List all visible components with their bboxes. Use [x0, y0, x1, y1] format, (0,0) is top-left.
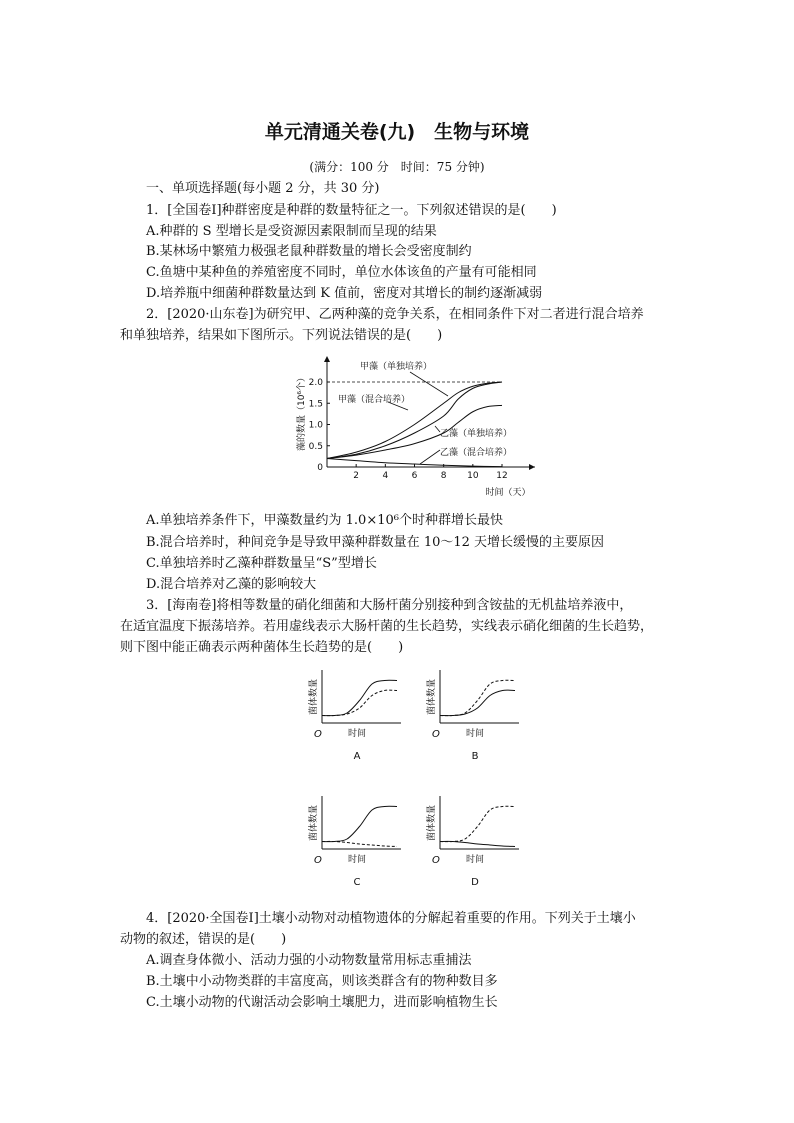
y-tick-label: 2.0 — [308, 378, 323, 388]
dashed-curve — [322, 690, 397, 715]
q1-option-d: D.培养瓶中细菌种群数量达到 K 值前，密度对其增长的制约逐渐减弱 — [146, 286, 543, 301]
solid-curve — [322, 806, 397, 841]
x-tick-label: 12 — [496, 471, 508, 481]
q1-option-b: B.某林场中繁殖力极强老鼠种群数量的增长会受密度制约 — [146, 244, 472, 259]
series-label-2: 乙藻（单独培养） — [440, 429, 513, 439]
panel-C — [307, 796, 401, 888]
x-tick-label: 6 — [411, 471, 418, 481]
q2-option-a: A.单独培养条件下，甲藻数量约为 1.0×10⁶个时种群增长最快 — [146, 513, 503, 528]
dashed-curve — [440, 806, 515, 841]
y-tick-label: 1.0 — [308, 420, 323, 431]
series-label-3: 乙藻（混合培养） — [440, 448, 513, 458]
q4-stem-line1: 4．[2020·全国卷Ⅰ]土壤小动物对动植物遗体的分解起着重要的作用。下列关于土壤小 — [146, 911, 636, 926]
q1-stem: 1．[全国卷Ⅰ]种群密度是种群的数量特征之一。下列叙述错误的是( ) — [146, 203, 557, 218]
q3-stem-line3: 则下图中能正确表示两种菌体生长趋势的是( ) — [120, 640, 404, 655]
x-tick-label: 8 — [440, 471, 447, 481]
dashed-curve — [440, 680, 515, 715]
solid-curve — [440, 841, 515, 846]
panel-letter: C — [353, 877, 361, 888]
q1-option-c: C.鱼塘中某种鱼的养殖密度不同时，单位水体该鱼的产量有可能相同 — [146, 265, 537, 280]
bacteria-growth-panels — [300, 665, 530, 895]
x-axis-label: 时间（天） — [485, 488, 531, 498]
q4-option-c: C.土壤小动物的代谢活动会影响土壤肥力，进而影响植物生长 — [146, 995, 498, 1010]
panel-letter: A — [353, 751, 361, 762]
q2-stem-line2: 和单独培养，结果如下图所示。下列说法错误的是( ) — [120, 328, 443, 343]
panel-y-label: 菌体数量 — [427, 678, 437, 716]
y-tick-label: 0 — [317, 463, 323, 473]
panel-x-label: 时间 — [347, 729, 367, 739]
q4-option-a: A.调查身体微小、活动力强的小动物数量常用标志重捕法 — [146, 953, 472, 968]
q3-stem-line2: 在适宜温度下振荡培养。若用虚线表示大肠杆菌的生长趋势，实线表示硝化细菌的生长趋势， — [120, 619, 654, 634]
x-tick-label: 4 — [382, 471, 389, 481]
panel-A — [307, 670, 401, 762]
panel-x-label: 时间 — [465, 855, 485, 865]
q2-option-c: C.单独培养时乙藻种群数量呈“S”型增长 — [146, 556, 377, 571]
q2-option-b: B.混合培养时，种间竞争是导致甲藻种群数量在 10～12 天增长缓慢的主要原因 — [146, 535, 605, 550]
origin-label: O — [432, 729, 440, 740]
panel-D — [425, 796, 519, 888]
q2-option-d: D.混合培养对乙藻的影响较大 — [146, 577, 317, 592]
panel-B — [425, 670, 519, 762]
series-leader-3 — [420, 450, 440, 464]
series-label-0: 甲藻（单独培养） — [360, 362, 433, 372]
page-title: 单元清通关卷(九) 生物与环境 — [264, 121, 530, 143]
panel-letter: D — [471, 877, 479, 888]
y-tick-label: 0.5 — [308, 441, 323, 452]
x-tick-label: 2 — [353, 471, 360, 481]
series-leader-0 — [410, 372, 448, 396]
solid-curve — [322, 680, 397, 715]
panel-y-label: 菌体数量 — [309, 804, 319, 842]
q1-option-a: A.种群的 S 型增长是受资源因素限制而呈现的结果 — [146, 224, 437, 239]
series-label-1: 甲藻（混合培养） — [338, 395, 411, 405]
q3-stem-line1: 3．[海南卷]将相等数量的硝化细菌和大肠杆菌分别接种到含铵盐的无机盐培养液中， — [146, 598, 633, 613]
origin-label: O — [432, 855, 440, 866]
exam-meta: (满分：100 分 时间：75 分钟) — [309, 160, 485, 174]
origin-label: O — [314, 855, 322, 866]
x-axis-arrow — [529, 464, 535, 470]
panel-letter: B — [471, 751, 479, 762]
y-axis-label: 藻的数量（10⁶个） — [297, 372, 307, 452]
panel-x-label: 时间 — [347, 855, 367, 865]
panel-y-label: 菌体数量 — [427, 804, 437, 842]
dashed-curve — [322, 841, 397, 846]
q2-stem-line1: 2．[2020·山东卷]为研究甲、乙两种藻的竞争关系，在相同条件下对二者进行混合培养 — [146, 307, 644, 322]
section-heading: 一、单项选择题(每小题 2 分，共 30 分) — [146, 181, 380, 196]
panel-x-label: 时间 — [465, 729, 485, 739]
solid-curve — [440, 690, 515, 715]
y-tick-label: 1.5 — [308, 399, 323, 410]
panel-y-label: 菌体数量 — [309, 678, 319, 716]
q4-stem-line2: 动物的叙述，错误的是( ) — [120, 932, 287, 947]
y-axis-arrow — [324, 356, 330, 362]
x-tick-label: 10 — [467, 471, 479, 481]
algae-growth-chart — [290, 352, 550, 502]
q4-option-b: B.土壤中小动物类群的丰富度高，则该类群含有的物种数目多 — [146, 974, 498, 989]
origin-label: O — [314, 729, 322, 740]
